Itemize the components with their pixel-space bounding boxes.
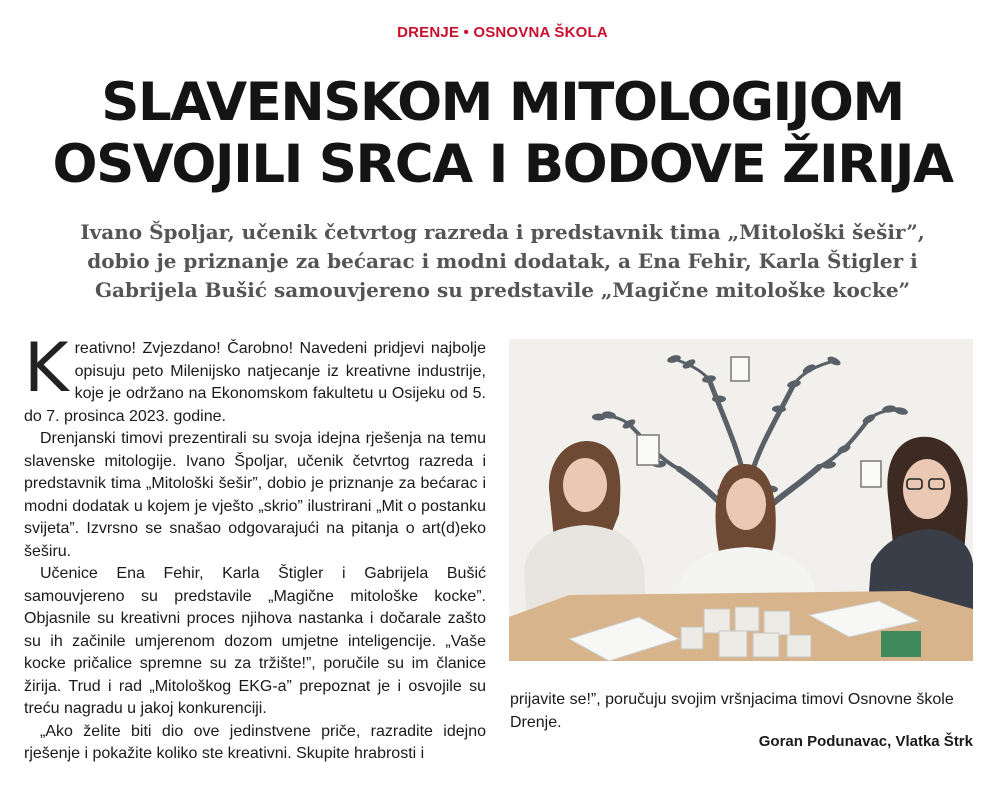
hanging-card-center bbox=[731, 357, 749, 381]
article-kicker: DRENJE • OSNOVNA ŠKOLA bbox=[397, 24, 608, 41]
hanging-card-left bbox=[637, 435, 659, 465]
subheadline-line-2: dobio je priznanje za bećarac i modni dodatak, a Ena Fehir, Karla Štigler i bbox=[87, 249, 918, 273]
body-paragraph-1 bbox=[24, 329, 486, 428]
headline-line-1: SLAVENSKOM MITOLOGIJOM bbox=[101, 72, 904, 133]
article-body-left-column bbox=[24, 329, 486, 766]
subheadline-line-3: Gabrijela Bušić samouvjereno su predstavile „Magične mitološke kocke” bbox=[94, 278, 911, 302]
tree-leaf bbox=[712, 396, 726, 403]
article-headline bbox=[0, 72, 1005, 196]
article-body-right-column bbox=[510, 689, 973, 734]
body-paragraph-4: „Ako želite biti dio ove jedinstvene priče, razradite idejno rješenje i pokažite koliko ste kreativni. Skupite hrabrosti i bbox=[24, 722, 486, 762]
drop-cap: K bbox=[24, 329, 69, 408]
article-byline: Goran Podunavac, Vlatka Štrk bbox=[758, 733, 973, 750]
photo-illustration bbox=[509, 339, 973, 661]
body-paragraph-4-continued: prijavite se!”, poručuju svojim vršnjacima timovi Osnovne škole Drenje. bbox=[510, 691, 954, 731]
headline-line-2: OSVOJILI SRCA I BODOVE ŽIRIJA bbox=[52, 134, 953, 195]
subheadline-line-1: Ivano Špoljar, učenik četvrtog razreda i predstavnik tima „Mitološki šešir”, bbox=[80, 220, 925, 244]
tree-leaf bbox=[772, 406, 786, 413]
article-photo bbox=[509, 339, 973, 661]
body-paragraph-1-text: reativno! Zvjezdano! Čarobno! Navedeni pridjevi najbolje opisuju peto Milenijsko natjecanje iz kreativne industrije, koje je održano na Ekonomskom fakultetu u Osijeku od 5. do 7. prosinca 2023. godine. bbox=[24, 340, 486, 425]
hanging-card-right bbox=[861, 461, 881, 487]
article-subheadline bbox=[0, 218, 1005, 305]
green-booklet bbox=[881, 631, 921, 657]
body-paragraph-2: Drenjanski timovi prezentirali su svoja idejna rješenja na temu slavenske mitologije. Ivano Špoljar, učenik četvrtog razreda i predstavnik tima „Mitološki šešir”, dobio je priznanje za bećarac i modni dodatak u kojem je vješto „skrio” ilustrirani „Mit o postanku svijeta”. Izvrsno se snašao odgovarajući na pitanja o art(d)eko šeširu. bbox=[24, 430, 486, 560]
tree-leaf bbox=[592, 414, 606, 421]
body-paragraph-3: Učenice Ena Fehir, Karla Štigler i Gabrijela Bušić samouvjereno su predstavile „Magične mitološke kocke”. Objasnile su kreativni proces njihova nastanka i dočarale zašto su ih začinile umjerenom dozom umjetne inteligencije. „Vaše kocke pričalice spremne su za tržište!”, poručile su im članice žirija. Trud i rad „Mitološkog EKG-a” prepoznat je i osvojile su treću nagradu u jakoj konkurenciji. bbox=[24, 565, 486, 717]
